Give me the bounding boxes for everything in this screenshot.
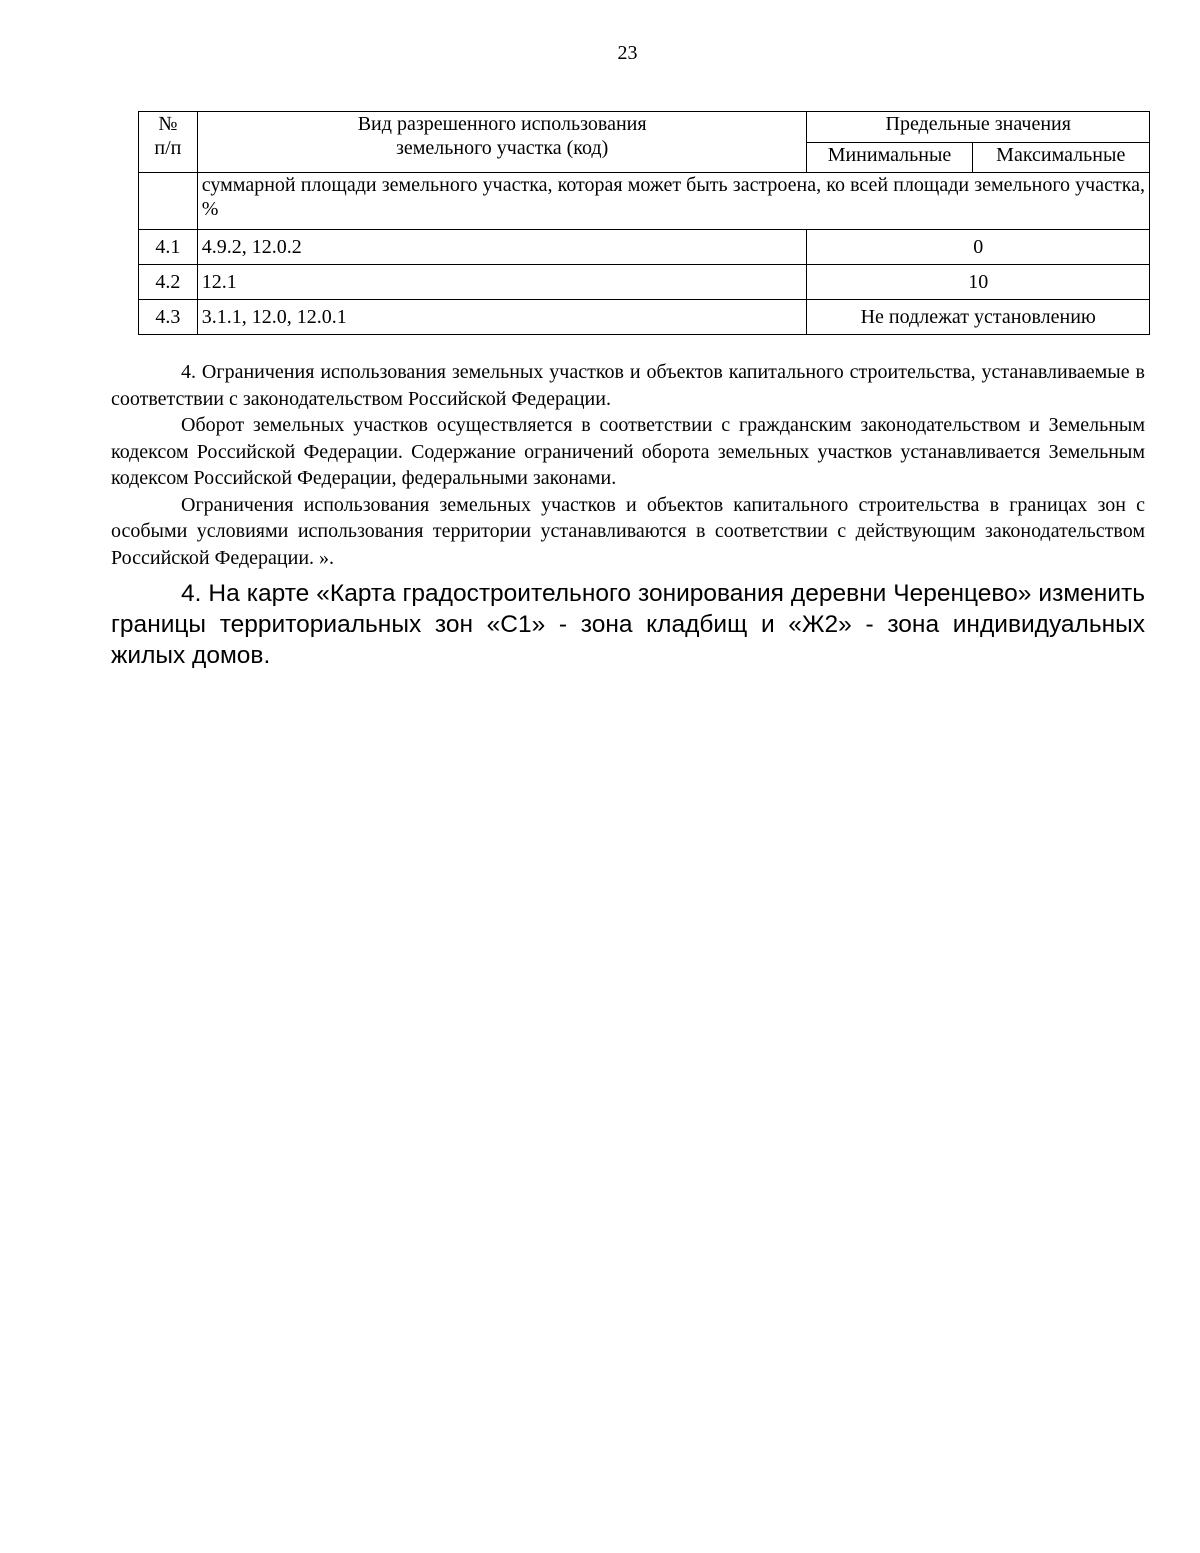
- row-value: 0: [807, 230, 1150, 265]
- row-num: 4.2: [139, 265, 198, 300]
- table-continuation-row: [139, 173, 1150, 230]
- row-num: 4.1: [139, 230, 198, 265]
- header-max: Максимальные: [972, 142, 1149, 173]
- row-value: Не подлежат установлению: [807, 300, 1150, 335]
- paragraph-special-zones: Ограничения использования земельных участков и объектов капитального строительства в границах зон с особыми условиями использования территории устанавливаются в соответствии с действующим законодательством Российской Федерации. ».: [111, 493, 1145, 569]
- header-limits: Предельные значения: [807, 112, 1150, 143]
- table-header-row: [139, 112, 1150, 143]
- paragraph-turnover: Оборот земельных участков осуществляется в соответствии с гражданским законодательством и Земельным кодексом Российской Федерации. Содержание ограничений оборота земельных участков устанавливается Земельным кодексом Российской Федерации, федеральными законами.: [111, 414, 1145, 489]
- row-num: 4.3: [139, 300, 198, 335]
- header-min: Минимальные: [807, 142, 972, 173]
- paragraph-map-change: 4. На карте «Карта градостроительного зонирования деревни Черенцево» изменить границы территориальных зон «С1» - зона кладбищ и «Ж2» - зона индивидуальных жилых домов.: [111, 580, 1145, 669]
- continuation-text: суммарной площади земельного участка, которая может быть застроена, ко всей площади земельного участка, %: [197, 173, 1149, 230]
- header-num: № п/п: [139, 112, 198, 173]
- row-code: 4.9.2, 12.0.2: [197, 230, 807, 265]
- header-kind: Вид разрешенного использования земельного участка (код): [197, 112, 807, 173]
- table-row: [139, 265, 1150, 300]
- row-value: 10: [807, 265, 1150, 300]
- table-row: [139, 300, 1150, 335]
- table-row: [139, 230, 1150, 265]
- limits-table: [138, 111, 1150, 335]
- paragraph-restrictions: 4. Ограничения использования земельных участков и объектов капитального строительства, устанавливаемые в соответствии с законодательством Российской Федерации.: [111, 361, 1145, 410]
- body-text: [111, 359, 1145, 571]
- row-code: 3.1.1, 12.0, 12.0.1: [197, 300, 807, 335]
- row-code: 12.1: [197, 265, 807, 300]
- continuation-num: [139, 173, 198, 230]
- page-number: 23: [617, 42, 638, 64]
